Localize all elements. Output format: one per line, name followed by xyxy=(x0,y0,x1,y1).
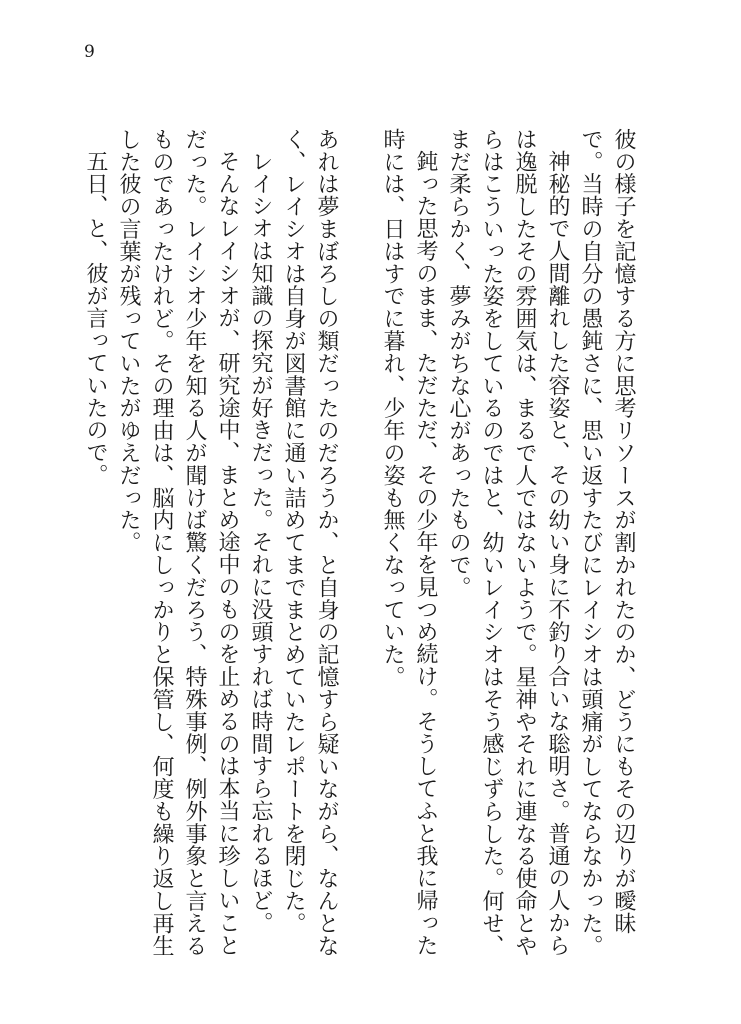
paragraph: 神秘的で人間離れした容姿と、その幼い身に不釣り合いな聡明さ。普通の人からは逸脱したその雰囲気は、まるで人ではないようで。星神やそれに連なる使命とやらはこういった姿をしているのではと、幼いレイシオはそう感じずらした。何せ、まだ柔らかく、夢みがちな心があったもので。 xyxy=(446,128,570,957)
page-number: 9 xyxy=(84,42,95,62)
paragraph: レイシオは知識の探究が好きだった。それに没頭すれば時間すら忘れるほど。 xyxy=(248,150,273,934)
paragraph: 五日、と、彼が言っていたので。 xyxy=(83,150,108,486)
paragraph: 鈍った思考のまま、ただただ、その少年を見つめ続け。そうしてふと我に帰った時には、日はすでに暮れ、少年の姿も無くなっていた。 xyxy=(380,128,438,957)
section-break xyxy=(343,128,376,958)
paragraph: そんなレイシオが、研究途中、まとめ途中のものを止めるのは本当に珍しいことだった。レイシオ少年を知る人が聞けば驚くだろう、特殊事例、例外事象と言えるものであったけれど。その理由は、脳内にしっかりと保管し、何度も繰り返し再生した彼の言葉が残っていたがゆえだった。 xyxy=(116,128,240,957)
paragraph: 彼の様子を記憶する方に思考リソースが割かれたのか、どうにもその辺りが曖昧で。当時の自分の愚鈍さに、思い返すたびにレイシオは頭痛がしてならなかった。 xyxy=(578,128,636,957)
paragraph: あれは夢まぼろしの類だったのだろうか、と自身の記憶すら疑いながら、なんとなく、レイシオは自身が図書館に通い詰めてまでまとめていたレポートを閉じた。 xyxy=(281,128,339,957)
body-text xyxy=(83,128,640,958)
